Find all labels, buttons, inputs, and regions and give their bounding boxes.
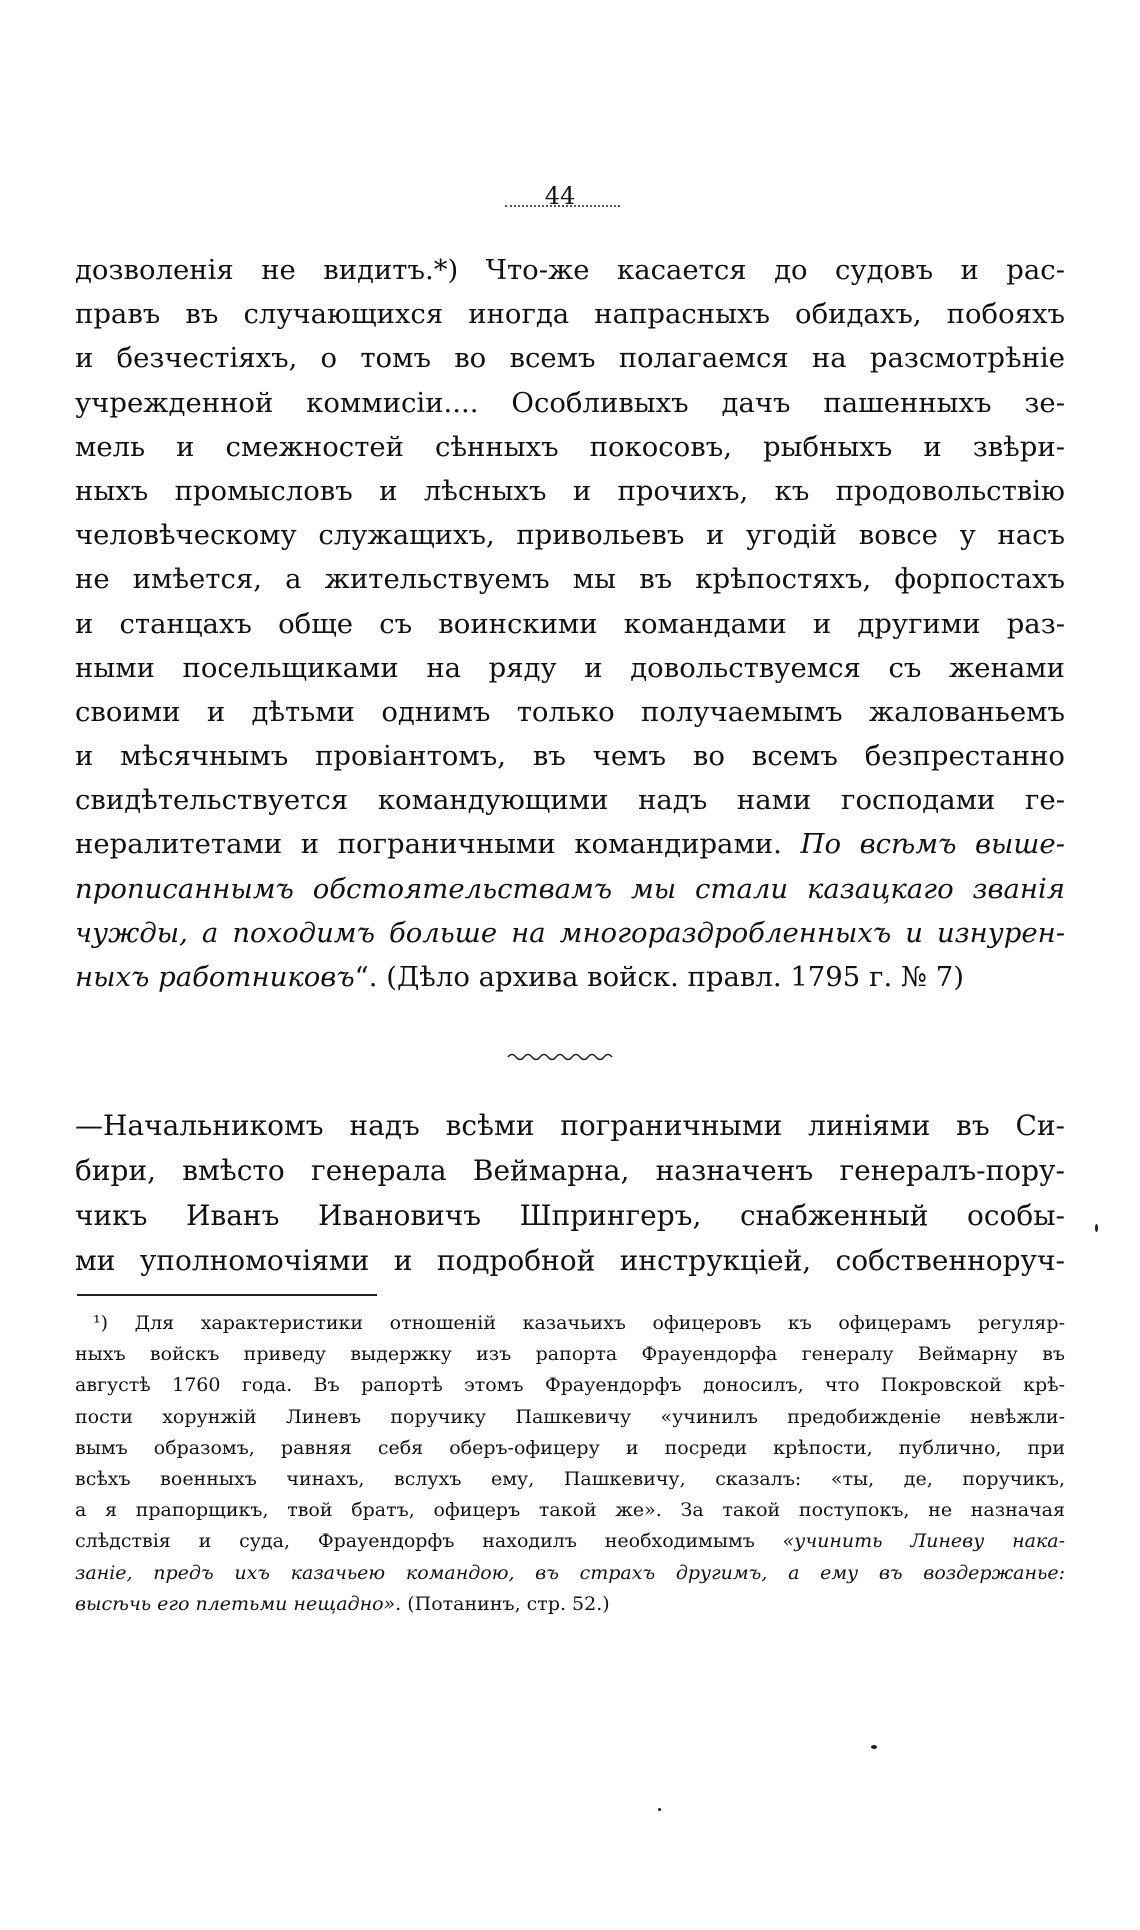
main-line: и безчестіяхъ, о томъ во всемъ полагаемся на разсмотрѣніе (75, 342, 1065, 375)
section-line: чикъ Иванъ Ивановичъ Шпрингеръ, снабженный особы- (75, 1199, 1065, 1232)
scan-speck (1095, 1224, 1098, 1232)
footnote-italic-quote: заніе, предъ ихъ казачьею командою, въ страхъ другимъ, а ему въ воздержанье: (75, 1561, 1065, 1584)
footnote-line: а я прапорщикъ, твой братъ, офицеръ такой же». За такой поступокъ, не назначая (75, 1499, 1065, 1522)
main-line: правъ въ случающихся иногда напрасныхъ обидахъ, побояхъ (75, 298, 1065, 331)
main-line-text: нералитетами и пограничными командирами. (75, 828, 782, 861)
footnote-line: августѣ 1760 года. Въ рапортѣ этомъ Фрауендорфъ доносилъ, что Покровской крѣ- (75, 1374, 1065, 1397)
footnote-line-mixed (75, 1589, 1065, 1620)
footnote-line-mixed (75, 1526, 1065, 1557)
footnote-italic-quote: высѣчь его плетьми нещадно». (75, 1592, 402, 1615)
page-number: 44 (544, 182, 576, 210)
main-line: и станцахъ обще съ воинскими командами и другими раз- (75, 607, 1065, 640)
section-line: —Начальникомъ надъ всѣми пограничными линіями въ Си- (75, 1109, 1065, 1142)
footnote-line: вымъ образомъ, равняя себя оберъ-офицеру и посреди крѣпости, публично, при (75, 1436, 1065, 1459)
footnote-line (75, 1308, 1065, 1339)
main-line: свидѣтельствуется командующими надъ нами господами ге- (75, 784, 1065, 817)
section-line: бири, вмѣсто генерала Веймарна, назначенъ генералъ-пору- (75, 1154, 1065, 1187)
main-line: человѣческому служащихъ, привольевъ и угодій вовсе у насъ (75, 519, 1065, 552)
main-line-italic (75, 867, 1065, 911)
footnote-line: всѣхъ военныхъ чинахъ, вслухъ ему, Пашкевичу, сказалъ: «ты, де, поручикъ, (75, 1467, 1065, 1490)
footnote-text: слѣдствія и суда, Фрауендорфъ находилъ необходимымъ (75, 1530, 755, 1553)
section-line: ми уполномочіями и подробной инструкціей, собственноруч- (75, 1244, 1065, 1277)
italic-quote: ныхъ работниковъ (75, 961, 355, 993)
main-line-mixed (75, 822, 1065, 866)
footnote-line: ныхъ войскъ приведу выдержку изъ рапорта Фрауендорфа генералу Веймарну въ (75, 1343, 1065, 1366)
italic-quote: прописаннымъ обстоятельствамъ мы стали казацкаго званія (75, 872, 1065, 905)
main-line: дозволенія не видитъ.*) Что-же касается до судовъ и рас- (75, 254, 1065, 286)
footnote-citation: (Потанинъ, стр. 52.) (407, 1592, 610, 1615)
scan-speck (658, 1808, 661, 1811)
footnote-marker: ¹) (93, 1312, 109, 1334)
footnote-italic-quote: «учинить Линеву нака- (782, 1530, 1065, 1553)
main-line-mixed (75, 955, 1065, 999)
main-line: учрежденной коммисіи.... Особливыхъ дачъ пашенныхъ зе- (75, 386, 1065, 419)
main-line: ными посельщиками на ряду и довольствуемся съ женами (75, 651, 1065, 684)
footnote-rule (77, 1294, 377, 1296)
main-line: и мѣсячнымъ провіантомъ, въ чемъ во всемъ безпрестанно (75, 740, 1065, 773)
footnote-line-italic (75, 1558, 1065, 1589)
scan-speck (871, 1745, 877, 1749)
main-line: своими и дѣтьми однимъ только получаемымъ жалованьемъ (75, 695, 1065, 728)
main-line: мель и смежностей сѣнныхъ покосовъ, рыбныхъ и звѣри- (75, 430, 1065, 463)
main-text (75, 248, 1065, 999)
section-separator (506, 1050, 616, 1062)
closing-quote: “. (354, 961, 378, 993)
main-line: ныхъ промысловъ и лѣсныхъ и прочихъ, къ продовольствію (75, 474, 1065, 507)
footnote-line: пости хорунжій Линевъ поручику Пашкевичу «учинилъ предобижденіе невѣжли- (75, 1405, 1065, 1428)
archive-citation: (Дѣло архива войск. правл. 1795 г. № 7) (386, 961, 964, 993)
page-number-underline (505, 205, 620, 207)
footnote (75, 1308, 1065, 1620)
main-line: не имѣется, а жительствуемъ мы въ крѣпостяхъ, форпостахъ (75, 563, 1065, 596)
main-line-italic (75, 911, 1065, 955)
italic-quote: По всѣмъ выше- (800, 828, 1065, 861)
italic-quote: чужды, а походимъ больше на многораздробленныхъ и изнурен- (75, 916, 1065, 949)
footnote-text: Для характеристики отношеній казачьихъ офицеровъ къ офицерамъ регуляр- (134, 1312, 1065, 1334)
section-text (75, 1103, 1065, 1283)
